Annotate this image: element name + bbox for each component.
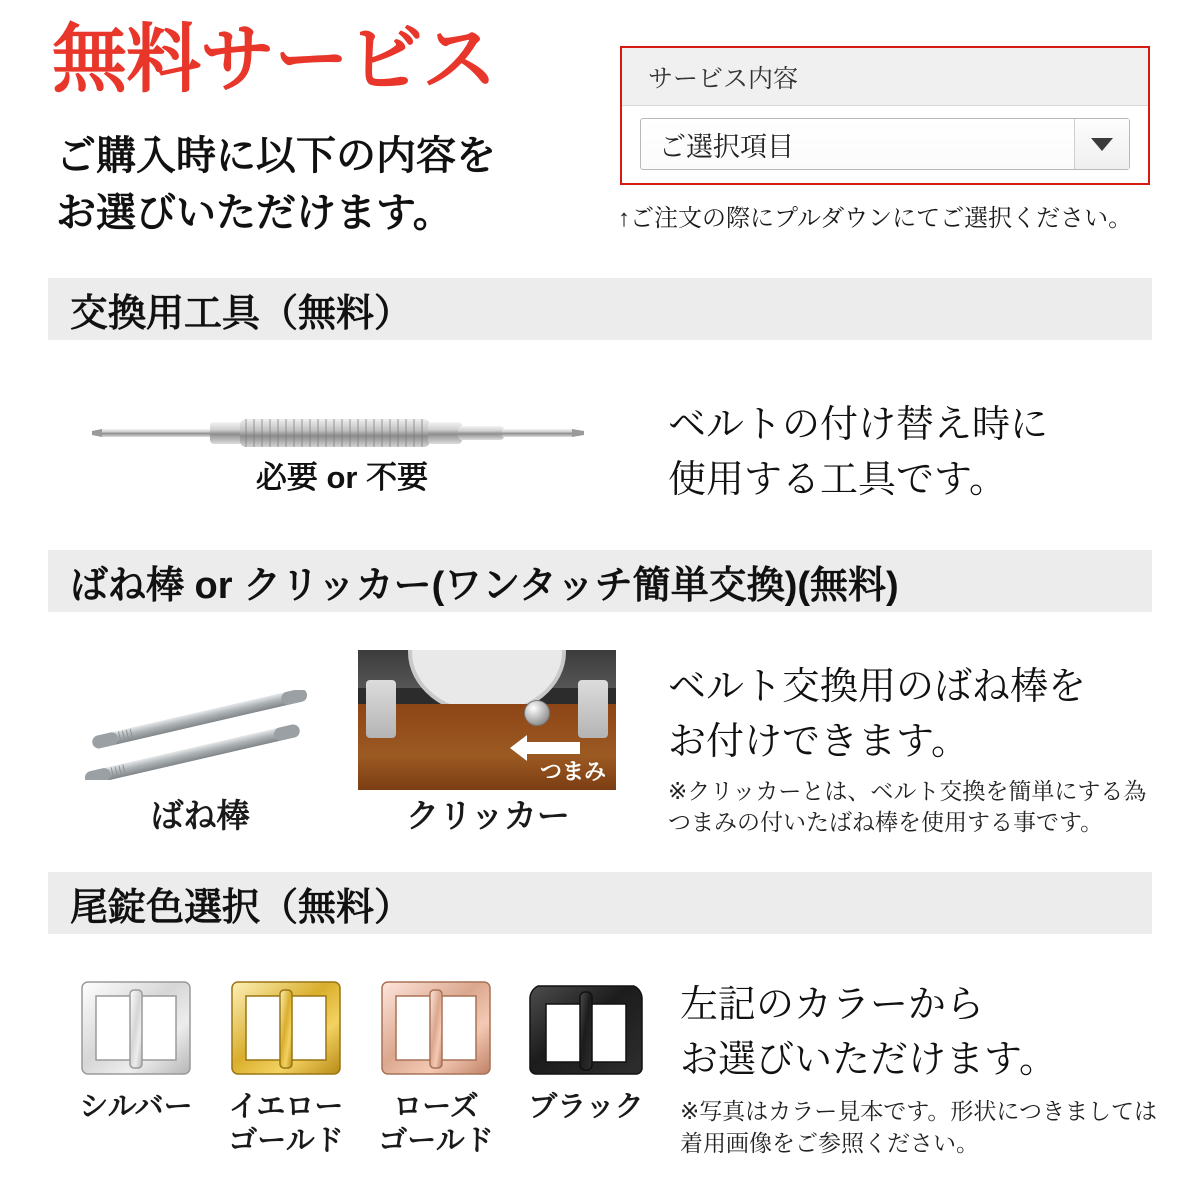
section-header-buckle (48, 872, 1152, 934)
clicker-photo (358, 650, 616, 790)
buckle-note (680, 1096, 1157, 1159)
chevron-down-icon[interactable] (1074, 119, 1129, 169)
buckle-black-label: ブラック (528, 1091, 644, 1123)
buckle-rose-gold-icon (374, 972, 498, 1082)
clicker-photo-label: つまみ (539, 759, 606, 784)
buckle-yellow-gold-label (216, 1090, 356, 1158)
caret-shape (1091, 138, 1113, 151)
spring-bar-image (70, 690, 330, 780)
page-subtitle-line2: お選びいただけます。 (56, 190, 453, 235)
tool-description (668, 398, 1048, 508)
page-subtitle (56, 128, 496, 242)
watch-lug-right (578, 680, 608, 738)
buckle-option-yellow-gold (216, 972, 356, 1158)
buckle-rose-gold-label-line2: ゴールド (378, 1125, 494, 1158)
buckle-silver-label: シルバー (79, 1091, 193, 1123)
springbar-description-line1: ベルト交換用のばね棒を (668, 666, 1087, 708)
buckle-silver-icon (74, 972, 198, 1082)
spring-bar-caption: ばね棒 (150, 797, 250, 834)
section-header-springbar (48, 550, 1152, 612)
buckle-description-line1: 左記のカラーから (680, 984, 985, 1026)
section-title-springbar: ばね棒 or クリッカー(ワンタッチ簡単交換)(無料) (70, 564, 899, 607)
buckle-note-line2: 着用画像をご参照ください。 (680, 1129, 979, 1156)
buckle-option-rose-gold (366, 972, 506, 1158)
buckle-note-line1: ※写真はカラー見本です。形状につきましては (680, 1098, 1157, 1124)
springbar-description (668, 660, 1086, 770)
tool-description-line2: 使用する工具です。 (668, 459, 1007, 502)
page-title: 無料サービス (52, 17, 497, 101)
service-select-label: サービス内容 (622, 48, 1148, 106)
buckle-description-line2: お選びいただけます。 (680, 1039, 1057, 1082)
service-select-box (620, 46, 1150, 185)
tool-caption: 必要 or 不要 (255, 460, 429, 495)
arrow-left-icon (526, 742, 580, 754)
service-select-note: ↑ご注文の際にプルダウンにてご選択ください。 (618, 205, 1133, 232)
section-header-tool (48, 278, 1152, 340)
buckle-yellow-gold-label-line2: ゴールド (228, 1125, 344, 1158)
springbar-note-line1: ※クリッカーとは、ベルト交換を簡単にする為 (668, 778, 1147, 804)
buckle-rose-gold-label-line1: ローズ (393, 1091, 479, 1123)
service-select-dropdown[interactable] (640, 118, 1130, 170)
buckle-description (680, 978, 1057, 1088)
buckle-option-black (516, 972, 656, 1124)
buckle-black-icon (524, 972, 648, 1082)
page-subtitle-line1: ご購入時に以下の内容を (56, 134, 496, 178)
buckle-yellow-gold-icon (224, 972, 348, 1082)
section-title-buckle: 尾錠色選択（無料） (70, 886, 413, 929)
buckle-rose-gold-label (366, 1090, 506, 1158)
buckle-yellow-gold-label-line1: イエロー (228, 1091, 344, 1123)
tool-description-line1: ベルトの付け替え時に (668, 404, 1049, 446)
header (0, 0, 1200, 258)
springbar-description-line2: お付けできます。 (668, 721, 969, 764)
clicker-knob-icon (524, 700, 550, 726)
watch-lug-left (366, 680, 396, 738)
service-select-value: ご選択項目 (659, 131, 794, 162)
springbar-note-line2: つまみの付いたばね棒を使用する事です。 (668, 809, 1104, 836)
springbar-note (668, 776, 1146, 838)
section-title-tool: 交換用工具（無料） (70, 292, 413, 335)
buckle-color-list (66, 972, 666, 1158)
clicker-caption: クリッカー (406, 797, 570, 834)
buckle-option-silver (66, 972, 206, 1124)
